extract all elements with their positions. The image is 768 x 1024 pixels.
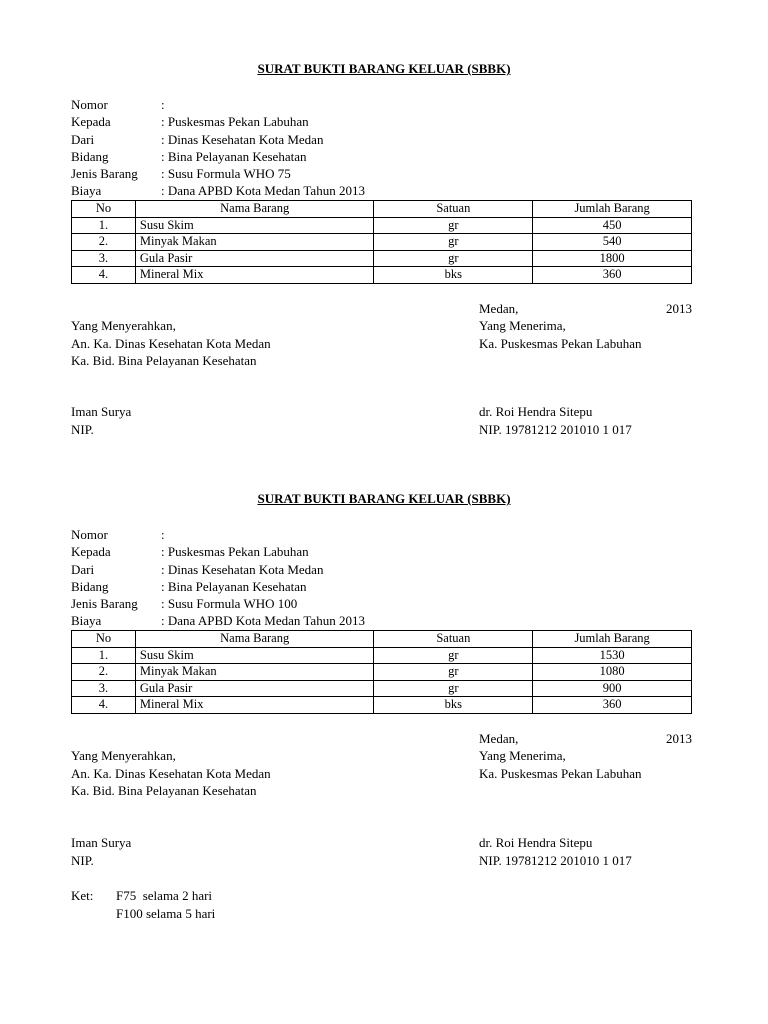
header-satuan: Satuan [374, 631, 533, 648]
cell-no: 3. [72, 250, 136, 267]
giver-nip-2: NIP. [71, 853, 94, 868]
cell-nama-barang: Susu Skim [135, 217, 374, 234]
cell-jumlah: 540 [533, 234, 692, 251]
cell-jumlah: 1800 [533, 250, 692, 267]
field-biaya: Biaya : Dana APBD Kota Medan Tahun 2013 [71, 613, 365, 629]
header-nama-barang: Nama Barang [135, 631, 374, 648]
cell-satuan: gr [374, 680, 533, 697]
field-jenis-barang: Jenis Barang : Susu Formula WHO 100 [71, 596, 298, 612]
cell-no: 2. [72, 234, 136, 251]
receiver-name-1: dr. Roi Hendra Sitepu [479, 404, 593, 419]
field-dari: Dari : Dinas Kesehatan Kota Medan [71, 131, 324, 147]
receiver-org-1: Ka. Puskesmas Pekan Labuhan [479, 336, 642, 351]
table-row [72, 217, 692, 234]
cell-satuan: gr [374, 217, 533, 234]
giver-nip-1: NIP. [71, 422, 94, 437]
cell-satuan: bks [374, 267, 533, 284]
header-jumlah-barang: Jumlah Barang [533, 631, 692, 648]
receiver-name-2: dr. Roi Hendra Sitepu [479, 835, 593, 850]
giver-role-2: Yang Menyerahkan, [71, 748, 176, 763]
notes-label: Ket: [71, 888, 94, 903]
giver-org-1: An. Ka. Dinas Kesehatan Kota Medan [71, 336, 271, 351]
field-nomor: Nomor : [71, 97, 165, 112]
cell-no: 1. [72, 217, 136, 234]
table-row [72, 680, 692, 697]
cell-no: 1. [72, 647, 136, 664]
cell-nama-barang: Mineral Mix [135, 267, 374, 284]
header-jumlah-barang: Jumlah Barang [533, 201, 692, 218]
cell-jumlah: 1530 [533, 647, 692, 664]
header-no: No [72, 631, 136, 648]
year-1: 2013 [666, 301, 692, 316]
cell-nama-barang: Susu Skim [135, 647, 374, 664]
receiver-nip-2: NIP. 19781212 201010 1 017 [479, 853, 632, 868]
cell-satuan: gr [374, 664, 533, 681]
table-row [72, 697, 692, 714]
receiver-nip-1: NIP. 19781212 201010 1 017 [479, 422, 632, 437]
field-dari: Dari : Dinas Kesehatan Kota Medan [71, 561, 324, 577]
notes-line-1: Ket: F75 selama 2 hari [71, 888, 213, 903]
receiver-org-2: Ka. Puskesmas Pekan Labuhan [479, 766, 642, 781]
cell-nama-barang: Minyak Makan [135, 234, 374, 251]
table-row [72, 267, 692, 284]
place-date-2: Medan, [479, 731, 519, 746]
cell-nama-barang: Gula Pasir [135, 250, 374, 267]
field-bidang: Bidang : Bina Pelayanan Kesehatan [71, 148, 307, 164]
year-2: 2013 [666, 731, 692, 746]
cell-jumlah: 900 [533, 680, 692, 697]
sbbk-fields-1 [71, 96, 471, 200]
table-row [72, 647, 692, 664]
field-kepada: Kepada : Puskesmas Pekan Labuhan [71, 114, 309, 130]
sbbk-title-2: SURAT BUKTI BARANG KELUAR (SBBK) [257, 491, 511, 506]
table-header-row [72, 201, 692, 218]
receiver-role-2: Yang Menerima, [479, 748, 566, 763]
sbbk-title-1: SURAT BUKTI BARANG KELUAR (SBBK) [257, 61, 511, 76]
items-table-2 [71, 630, 692, 714]
table-row [72, 250, 692, 267]
giver-unit-2: Ka. Bid. Bina Pelayanan Kesehatan [71, 783, 257, 798]
receiver-role-1: Yang Menerima, [479, 318, 566, 333]
field-jenis-barang: Jenis Barang : Susu Formula WHO 75 [71, 166, 291, 182]
cell-jumlah: 360 [533, 267, 692, 284]
header-satuan: Satuan [374, 201, 533, 218]
cell-satuan: gr [374, 647, 533, 664]
giver-org-2: An. Ka. Dinas Kesehatan Kota Medan [71, 766, 271, 781]
cell-no: 4. [72, 697, 136, 714]
cell-jumlah: 1080 [533, 664, 692, 681]
cell-jumlah: 360 [533, 697, 692, 714]
table-header-row [72, 631, 692, 648]
giver-unit-1: Ka. Bid. Bina Pelayanan Kesehatan [71, 353, 257, 368]
cell-nama-barang: Gula Pasir [135, 680, 374, 697]
field-biaya: Biaya : Dana APBD Kota Medan Tahun 2013 [71, 183, 365, 199]
cell-nama-barang: Minyak Makan [135, 664, 374, 681]
cell-no: 2. [72, 664, 136, 681]
giver-role-1: Yang Menyerahkan, [71, 318, 176, 333]
items-table-1 [71, 200, 692, 284]
notes [71, 887, 215, 923]
cell-no: 4. [72, 267, 136, 284]
sbbk-fields-2 [71, 526, 471, 630]
table-row [72, 234, 692, 251]
field-kepada: Kepada : Puskesmas Pekan Labuhan [71, 544, 309, 560]
giver-name-1: Iman Surya [71, 404, 132, 419]
place-date-1: Medan, [479, 301, 519, 316]
giver-name-2: Iman Surya [71, 835, 132, 850]
cell-no: 3. [72, 680, 136, 697]
header-nama-barang: Nama Barang [135, 201, 374, 218]
cell-satuan: gr [374, 234, 533, 251]
cell-satuan: gr [374, 250, 533, 267]
header-no: No [72, 201, 136, 218]
field-nomor: Nomor : [71, 527, 165, 542]
notes-line-2: F100 selama 5 hari [116, 906, 216, 921]
cell-satuan: bks [374, 697, 533, 714]
cell-nama-barang: Mineral Mix [135, 697, 374, 714]
cell-jumlah: 450 [533, 217, 692, 234]
table-row [72, 664, 692, 681]
field-bidang: Bidang : Bina Pelayanan Kesehatan [71, 578, 307, 594]
